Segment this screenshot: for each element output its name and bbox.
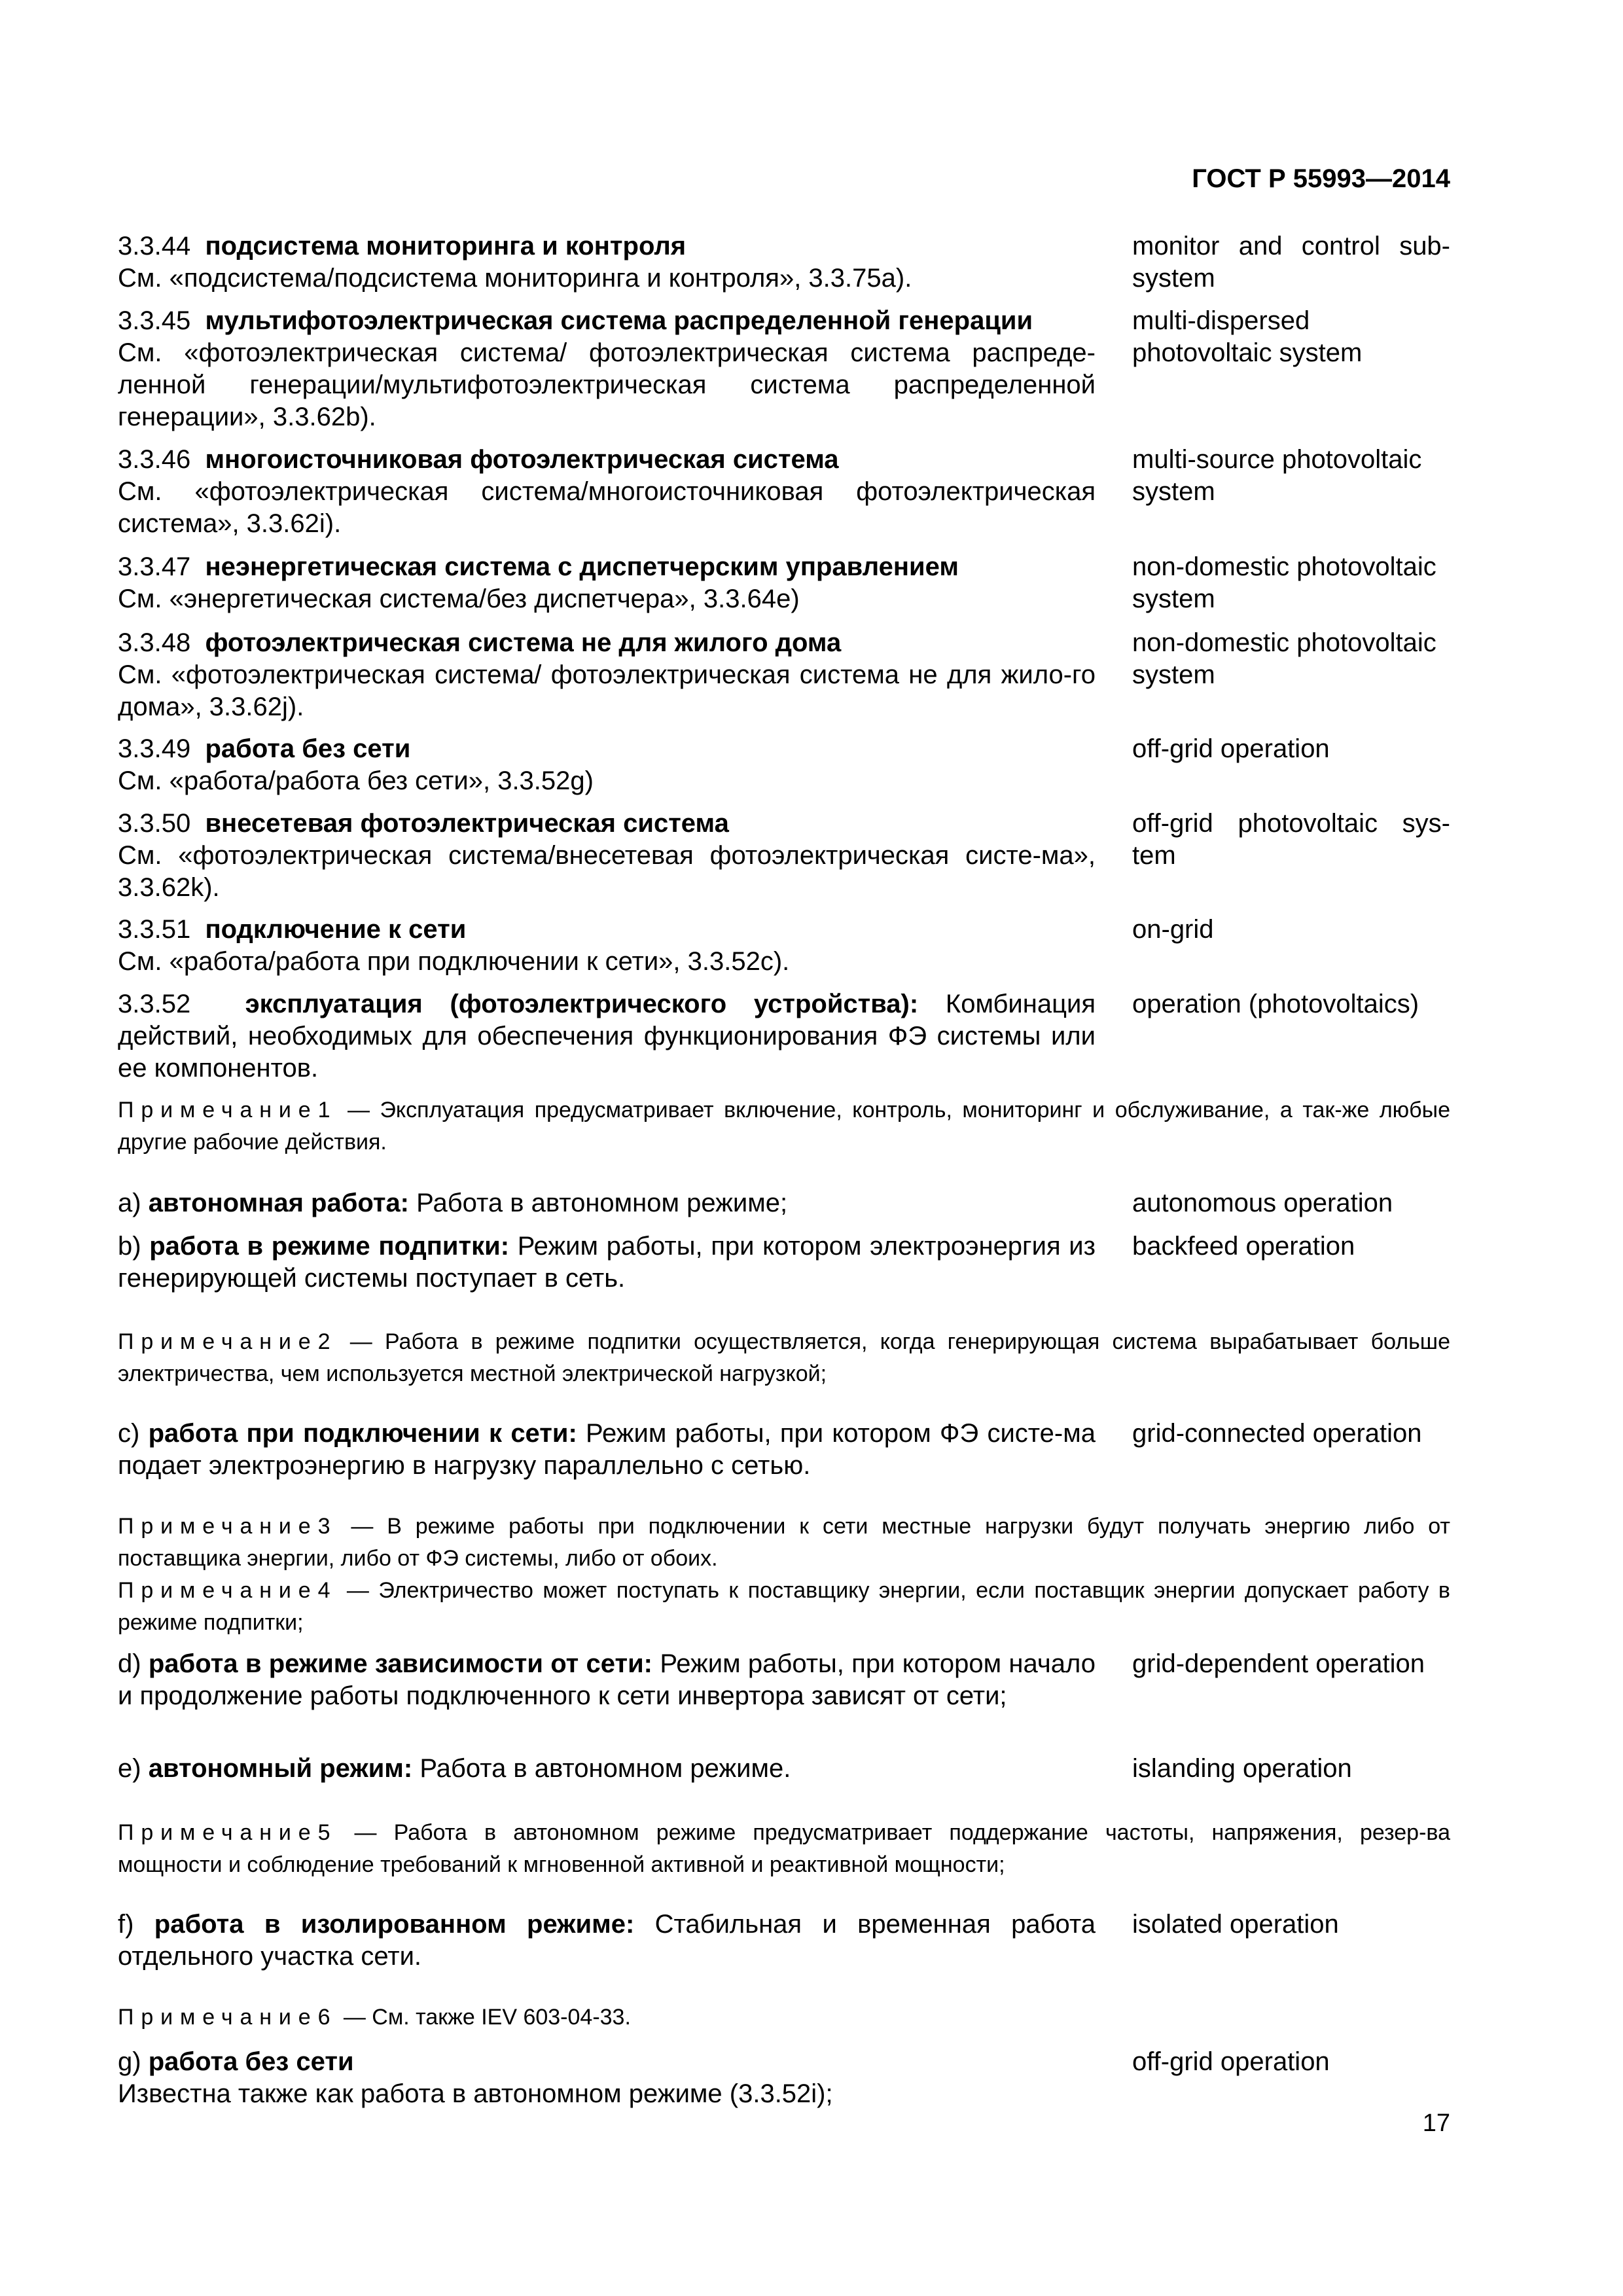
- term-title: мультифотоэлектрическая система распределенной генерации: [205, 306, 1033, 335]
- term-title: неэнергетическая система с диспетчерским управлением: [205, 552, 959, 581]
- note-text: — См. также IEV 603-04-33.: [343, 2005, 631, 2030]
- subitem-letter: с): [118, 1419, 140, 1448]
- subitem-b: [118, 1230, 1096, 1295]
- term-entry-3-3-52: [118, 988, 1096, 1085]
- english-term: multi-dispersed photovoltaic system: [1132, 306, 1363, 367]
- english-term: backfeed operation: [1132, 1232, 1355, 1261]
- term-number: 3.3.48: [118, 628, 191, 657]
- subitem-term: автономный режим:: [148, 1754, 413, 1783]
- subitem-text: Режим работы, при котором начало и продолжение работы подключенного к сети инвертора зависят от сети;: [118, 1649, 1096, 1710]
- note-5: [118, 1817, 1450, 1881]
- term-number: 3.3.52: [118, 990, 191, 1018]
- note-label: Примечание: [118, 1578, 318, 1603]
- note-2: [118, 1326, 1450, 1390]
- subitem-term: работа при подключении к сети:: [148, 1419, 577, 1448]
- term-entry-3-3-45: [118, 305, 1096, 433]
- note-6: [118, 2001, 1450, 2034]
- english-term: off-grid operation: [1132, 734, 1330, 763]
- term-reference: См. «работа/работа при подключении к сети», 3.3.52с).: [118, 947, 790, 976]
- note-number: 3: [317, 1514, 338, 1539]
- term-reference: См. «энергетическая система/без диспетчера», 3.3.64е): [118, 584, 800, 613]
- english-term: non-domestic photovoltaic system: [1132, 628, 1436, 689]
- english-term: islanding operation: [1132, 1754, 1352, 1783]
- term-number: 3.3.46: [118, 445, 191, 474]
- english-term: autonomous operation: [1132, 1189, 1393, 1217]
- english-term: isolated operation: [1132, 1910, 1339, 1939]
- term-number: 3.3.50: [118, 809, 191, 838]
- term-entry-3-3-48: [118, 627, 1096, 723]
- note-label: Примечание: [118, 1098, 318, 1122]
- subitem-text: Режим работы, при котором ФЭ систе-ма подает электроэнергию в нагрузку параллельно с сетью.: [118, 1419, 1096, 1480]
- subitem-g: [118, 2046, 1096, 2110]
- term-entry-3-3-51: [118, 914, 1096, 978]
- term-entry-3-3-49: [118, 733, 1096, 797]
- term-title: многоисточниковая фотоэлектрическая система: [205, 445, 839, 474]
- subitem-term: работа в режиме подпитки:: [149, 1232, 510, 1261]
- subitem-a: [118, 1187, 1096, 1219]
- term-entry-3-3-50: [118, 808, 1096, 904]
- term-definition: Комбинация действий, необходимых для обеспечения функционирования ФЭ системы или ее компонентов.: [118, 990, 1096, 1083]
- term-number: 3.3.44: [118, 232, 191, 260]
- note-number: 5: [317, 1820, 338, 1845]
- term-title: подключение к сети: [205, 915, 467, 944]
- note-1: [118, 1094, 1450, 1158]
- subitem-e: [118, 1753, 1096, 1785]
- english-term: non-domestic photovoltaic system: [1132, 552, 1436, 613]
- note-text: — Эксплуатация предусматривает включение, контроль, мониторинг и обслуживание, а так-же любые другие рабочие действия.: [118, 1098, 1450, 1155]
- note-number: 2: [317, 1329, 338, 1354]
- subitem-f: [118, 1909, 1096, 1973]
- english-term: multi-source photovoltaic system: [1132, 445, 1422, 506]
- term-title: фотоэлектрическая система не для жилого дома: [205, 628, 842, 657]
- note-text: — Электричество может поступать к поставщику энергии, если поставщик энергии допускает работу в режиме подпитки;: [118, 1578, 1450, 1635]
- note-label: Примечание: [118, 1514, 318, 1539]
- term-title: работа без сети: [205, 734, 411, 763]
- english-term: on-grid: [1132, 915, 1214, 944]
- subitem-letter: g): [118, 2047, 141, 2076]
- term-reference: См. «фотоэлектрическая система/внесетевая фотоэлектрическая систе-ма», 3.3.62k).: [118, 841, 1096, 902]
- subitem-letter: а): [118, 1189, 141, 1217]
- subitem-text: Известна также как работа в автономном режиме (3.3.52i);: [118, 2079, 833, 2108]
- subitem-text: Стабильная и временная работа отдельного участка сети.: [118, 1910, 1096, 1971]
- english-term: off-grid photovoltaic sys-tem: [1132, 809, 1450, 870]
- term-reference: См. «фотоэлектрическая система/ фотоэлектрическая система распреде-ленной генерации/мультифотоэлектрическая система распределенной генерации», 3.3.62b).: [118, 338, 1096, 431]
- subitem-letter: е): [118, 1754, 141, 1783]
- english-term: operation (photovoltaics): [1132, 990, 1419, 1018]
- term-number: 3.3.47: [118, 552, 191, 581]
- note-text: — Работа в режиме подпитки осуществляется, когда генерирующая система вырабатывает больше электричества, чем используется местной электрической нагрузкой;: [118, 1329, 1450, 1386]
- subitem-text: Режим работы, при котором электроэнергия из генерирующей системы поступает в сеть.: [118, 1232, 1096, 1293]
- term-reference: См. «подсистема/подсистема мониторинга и контроля», 3.3.75а).: [118, 264, 912, 293]
- term-entry-3-3-46: [118, 444, 1096, 540]
- note-number: 1: [317, 1098, 338, 1122]
- term-entry-3-3-44: [118, 230, 1096, 295]
- subitem-letter: f): [118, 1910, 134, 1939]
- subitem-term: работа без сети: [148, 2047, 354, 2076]
- term-reference: См. «работа/работа без сети», 3.3.52g): [118, 766, 594, 795]
- term-number: 3.3.45: [118, 306, 191, 335]
- english-term: grid-connected operation: [1132, 1419, 1422, 1448]
- english-term: grid-dependent operation: [1132, 1649, 1425, 1678]
- term-title: подсистема мониторинга и контроля: [205, 232, 687, 260]
- subitem-text: Работа в автономном режиме.: [419, 1754, 791, 1783]
- note-text: — В режиме работы при подключении к сети местные нагрузки будут получать энергию либо от поставщика энергии, либо от ФЭ системы, либо от обоих.: [118, 1514, 1450, 1571]
- english-term: off-grid operation: [1132, 2047, 1330, 2076]
- subitem-text: Работа в автономном режиме;: [416, 1189, 788, 1217]
- note-4: [118, 1575, 1450, 1639]
- note-text: — Работа в автономном режиме предусматривает поддержание частоты, напряжения, резер-ва мощности и соблюдение требований к мгновенной активной и реактивной мощности;: [118, 1820, 1450, 1877]
- english-term: monitor and control sub-system: [1132, 232, 1450, 293]
- term-title: эксплуатация (фотоэлектрического устройства):: [245, 990, 919, 1018]
- term-number: 3.3.49: [118, 734, 191, 763]
- term-entry-3-3-47: [118, 551, 1096, 615]
- note-3: [118, 1511, 1450, 1575]
- note-label: Примечание: [118, 1329, 318, 1354]
- term-title: внесетевая фотоэлектрическая система: [205, 809, 729, 838]
- document-header: ГОСТ Р 55993—2014: [1192, 164, 1450, 193]
- subitem-c: [118, 1418, 1096, 1482]
- note-label: Примечание: [118, 1820, 318, 1845]
- subitem-term: автономная работа:: [148, 1189, 410, 1217]
- term-number: 3.3.51: [118, 915, 191, 944]
- note-number: 4: [317, 1578, 338, 1603]
- subitem-letter: b): [118, 1232, 141, 1261]
- page-number: 17: [1422, 2109, 1450, 2137]
- subitem-letter: d): [118, 1649, 141, 1678]
- note-label: Примечание: [118, 2005, 318, 2030]
- term-reference: См. «фотоэлектрическая система/многоисточниковая фотоэлектрическая система», 3.3.62i).: [118, 477, 1096, 538]
- term-reference: См. «фотоэлектрическая система/ фотоэлектрическая система не для жило-го дома», 3.3.62j).: [118, 660, 1096, 721]
- subitem-d: [118, 1648, 1096, 1712]
- subitem-term: работа в режиме зависимости от сети:: [148, 1649, 653, 1678]
- subitem-term: работа в изолированном режиме:: [154, 1910, 635, 1939]
- note-number: 6: [317, 2005, 338, 2030]
